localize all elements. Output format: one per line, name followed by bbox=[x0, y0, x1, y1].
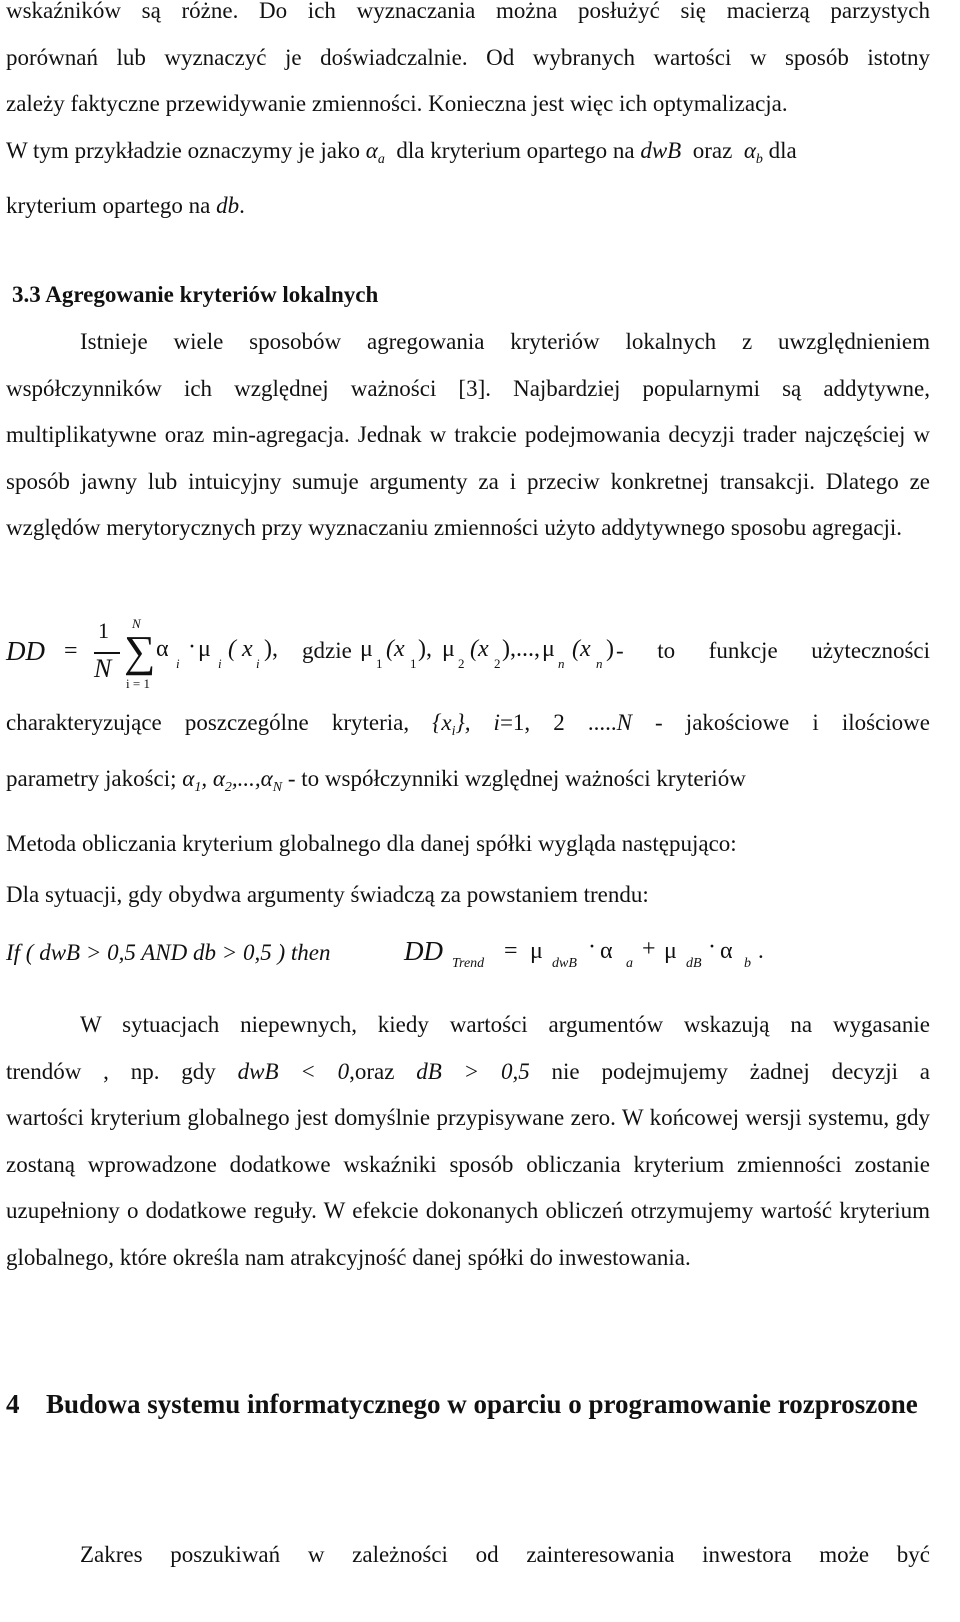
after-formula-line-3: Metoda obliczania kryterium globalnego dla danej spółki wygląda następująco: bbox=[6, 831, 737, 856]
aggregation-formula: DD = 1 N N ∑ i = 1 α i · μ i ( x i ), gdzie μ 1 (x 1 ), μ 2 (x 2 ),..., μ n (x n ) - to funkcje użyteczności bbox=[6, 616, 930, 691]
sum-upper-limit: N bbox=[132, 616, 141, 631]
last-line: Zakres poszukiwań w zależności od zainteresowania inwestora może być bbox=[80, 1542, 930, 1567]
intro-paragraph bbox=[6, 0, 930, 230]
intro-line-1: wskaźników są różne. Do ich wyznaczania można posłużyć się macierzą parzystych bbox=[6, 0, 930, 23]
formula-gdzie: gdzie bbox=[302, 638, 352, 663]
formula-mu: μ bbox=[198, 636, 211, 662]
para2-rest: wartości kryterium globalnego jest domyślnie przypisywane zero. W końcowej wersji systemu, gdy zostaną wprowadzone dodatkowe wskaźniki sposób obliczania kryterium zmienności zostanie uzupełniony o dodatkowe reguły. W efekcie dokonanych obliczeń otrzymujemy wartość kryterium globalnego, które określa nam atrakcyjność danej spółki do inwestowania. bbox=[6, 1105, 930, 1270]
after-formula-line-1: charakteryzujące poszczególne kryteria, $\{x_i\}$, i=1, 2 .....N - jakościowe i ilościowe bbox=[6, 710, 930, 739]
last-paragraph bbox=[6, 1532, 930, 1579]
chapter-title: Budowa systemu informatycznego w oparciu o programowanie rozproszone bbox=[46, 1389, 918, 1419]
sum-lower-limit: i = 1 bbox=[126, 676, 150, 691]
fraction-denominator: N bbox=[94, 654, 112, 683]
uncertain-situations-paragraph bbox=[6, 1002, 930, 1281]
intro-line-3: zależy faktyczne przewidywanie zmienności. Konieczna jest więc ich optymalizacja. bbox=[6, 91, 788, 116]
formula-tail: - to funkcje użyteczności bbox=[616, 638, 930, 663]
chapter-number: 4 bbox=[6, 1389, 20, 1419]
rule-condition: If ( dwB > 0,5 AND db > 0,5 ) then bbox=[6, 940, 331, 965]
intro-line-4: W tym przykładzie oznaczymy je jako $\alpha_a$ dla kryterium opartego na dwB oraz $\alpha_b$ dla bbox=[6, 137, 797, 167]
intro-line-5: kryterium opartego na db. bbox=[6, 193, 245, 218]
trend-rule: If ( dwB > 0,5 AND db > 0,5 ) then DD Trend = μ dwB · α a + μ dB · α b . bbox=[6, 934, 764, 971]
fraction-numerator: 1 bbox=[98, 618, 109, 643]
formula-alpha: α bbox=[156, 636, 169, 662]
intro-line-2: porównań lub wyznaczyć je doświadczalnie. Od wybranych wartości w sposób istotny bbox=[6, 44, 930, 70]
after-formula-paragraph bbox=[6, 700, 930, 918]
formula-lhs: DD bbox=[6, 636, 45, 666]
section-paragraph bbox=[6, 319, 930, 552]
para2-line-2: trendów , np. gdy dwB < 0,oraz dB > 0,5 nie podejmujemy żadnej decyzji a bbox=[6, 1058, 930, 1084]
section-title: 3.3 Agregowanie kryteriów lokalnych bbox=[12, 282, 379, 307]
para2-line-1: W sytuacjach niepewnych, kiedy wartości argumentów wskazują na wygasanie bbox=[80, 1012, 930, 1037]
formula-eq: = bbox=[64, 638, 78, 664]
section-body: Istnieje wiele sposobów agregowania kryteriów lokalnych z uwzględnieniem współczynników ich względnej ważności [3]. Najbardziej popularnymi są addytywne, multiplikatywne oraz min-agregacja. Jednak w trakcie podejmowania decyzji trader najczęściej w sposób jawny lub intuicyjny sumuje argumenty za i przeciw konkretnej transakcji. Dlatego ze względów merytorycznych przy wyznaczaniu zmienności użyto addytywnego sposobu agregacji. bbox=[6, 329, 930, 540]
after-formula-line-4: Dla sytuacji, gdy obydwa argumenty świadczą za powstaniem trendu: bbox=[6, 881, 649, 907]
after-formula-line-2: parametry jakości; $\alpha_1$, $\alpha_2,...,\alpha_N$ - to współczynniki względnej ważności kryteriów bbox=[6, 765, 746, 795]
chapter-heading bbox=[6, 1378, 930, 1430]
sum-sign: ∑ bbox=[124, 627, 156, 676]
